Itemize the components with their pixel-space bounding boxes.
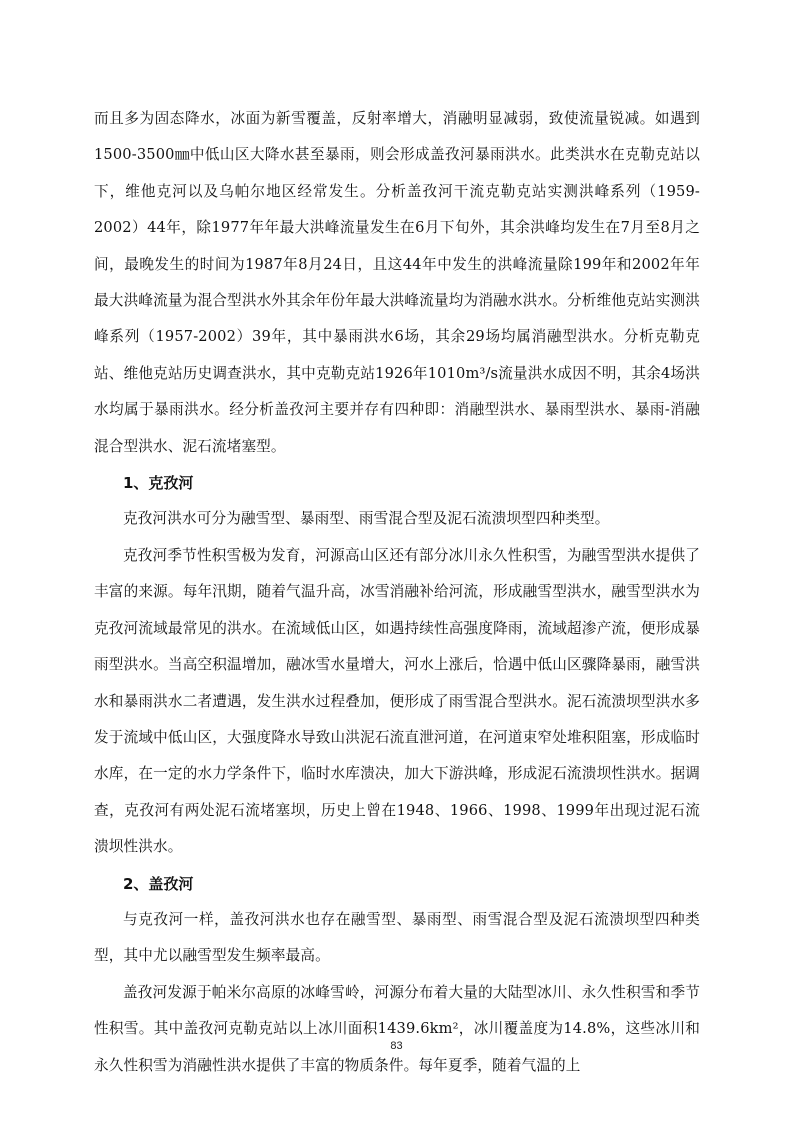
paragraph-kezi-flood-details: 克孜河季节性积雪极为发育，河源高山区还有部分冰川永久性积雪，为融雪型洪水提供了丰富的来源。每年汛期，随着气温升高，冰雪消融补给河流，形成融雪型洪水，融雪型洪水为克孜河流域最常见的洪水。在流域低山区，如遇持续性高强度降雨，流域超渗产流，便形成暴雨型洪水。当高空积温增加，融冰雪水量增大，河水上涨后，恰遇中低山区骤降暴雨，融雪洪水和暴雨洪水二者遭遇，发生洪水过程叠加，便形成了雨雪混合型洪水。泥石流溃坝型洪水多发于流域中低山区，大强度降水导致山洪泥石流直泄河道，在河道束窄处堆积阻塞，形成临时水库，在一定的水力学条件下，临时水库溃决，加大下游洪峰，形成泥石流溃坝性洪水。据调查，克孜河有两处泥石流堵塞坝，历史上曾在1948、1966、1998、1999年出现过泥石流溃坝性洪水。 — [94, 546, 700, 856]
paragraph-continuation: 而且多为固态降水，冰面为新雪覆盖，反射率增大，消融明显减弱，致使流量锐减。如遇到1500-3500㎜中低山区大降水甚至暴雨，则会形成盖孜河暴雨洪水。此类洪水在克勒克站以下，维他克河以及乌帕尔地区经常发生。分析盖孜河干流克勒克站实测洪峰系列（1959-2002）44年，除1977年年最大洪峰流量发生在6月下旬外，其余洪峰均发生在7月至8月之间，最晚发生的时间为1987年8月24日，且这44年中发生的洪峰流量除199年和2002年年最大洪峰流量为混合型洪水外其余年份年最大洪峰流量均为消融水洪水。分析维他克站实测洪峰系列（1957-2002）39年，其中暴雨洪水6场，其余29场均属消融型洪水。分析克勒克站、维他克站历史调查洪水，其中克勒克站1926年1010m³/s流量洪水成因不明，其余4场洪水均属于暴雨洪水。经分析盖孜河主要并存有四种即：消融型洪水、暴雨型洪水、暴雨-消融混合型洪水、泥石流堵塞型。 — [94, 110, 700, 455]
paragraph-gaizi-flood-types: 与克孜河一样，盖孜河洪水也存在融雪型、暴雨型、雨雪混合型及泥石流溃坝型四种类型，其中尤以融雪型发生频率最高。 — [94, 910, 700, 965]
section-heading-kezi-river: 1、克孜河 — [123, 474, 194, 493]
section-heading-gaizi-river: 2、盖孜河 — [123, 874, 194, 893]
page-body — [94, 101, 700, 1084]
paragraph-kezi-flood-types: 克孜河洪水可分为融雪型、暴雨型、雨雪混合型及泥石流溃坝型四种类型。 — [123, 510, 610, 528]
paragraph-gaizi-glaciers: 盖孜河发源于帕米尔高原的冰峰雪岭，河源分布着大量的大陆型冰川、永久性积雪和季节性积雪。其中盖孜河克勒克站以上冰川面积1439.6km²，冰川覆盖度为14.8%，这些冰川和永久性积雪为消融性洪水提供了丰富的物质条件。每年夏季，随着气温的上 — [94, 983, 700, 1074]
page-number: 83 — [390, 1040, 403, 1052]
